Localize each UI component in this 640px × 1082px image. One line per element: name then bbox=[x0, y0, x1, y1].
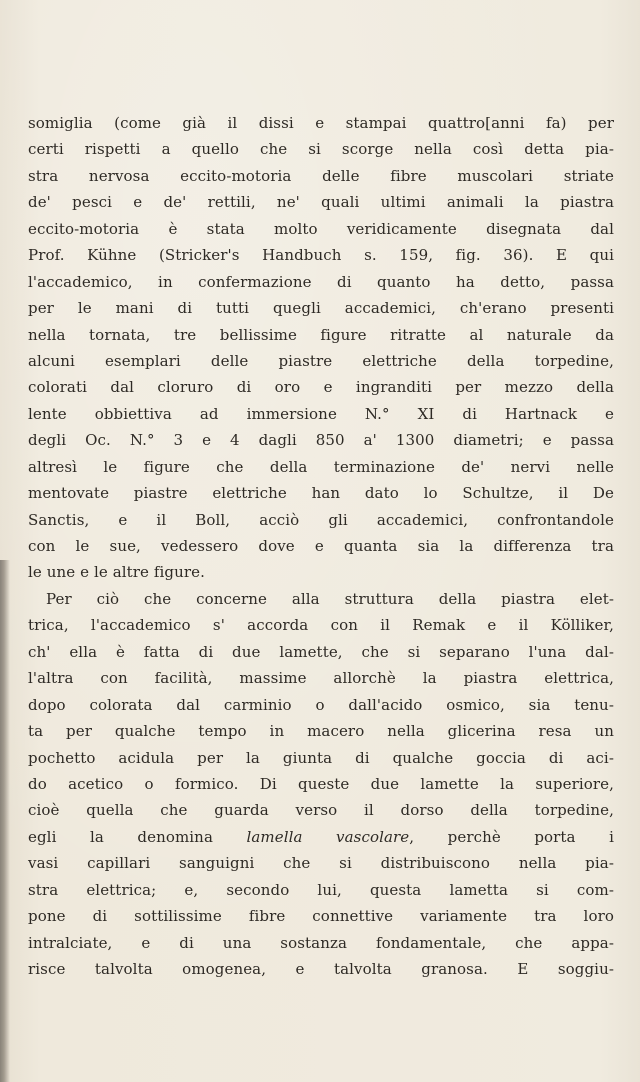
text-line: l'altra con facilità, massime allorchè la piastra elettrica, bbox=[28, 669, 614, 688]
text-line: stra nervosa eccito-motoria delle fibre muscolari striate bbox=[28, 166, 614, 185]
text-line: Per ciò che concerne alla struttura della piastra elet- bbox=[46, 589, 614, 608]
text-line: vasi capillari sanguigni che si distribuiscono nella pia- bbox=[28, 854, 614, 873]
text-line: ta per qualche tempo in macero nella glicerina resa un bbox=[28, 722, 614, 741]
text-line: certi rispetti a quello che si scorge nella così detta pia- bbox=[28, 140, 614, 159]
text-line: nella tornata, tre bellissime figure ritratte al naturale da bbox=[28, 325, 614, 344]
body-text bbox=[28, 110, 614, 982]
text-line: degli Oc. N.° 3 e 4 dagli 850 a' 1300 diametri; e passa bbox=[28, 431, 614, 450]
text-line: cioè quella che guarda verso il dorso della torpedine, bbox=[28, 801, 614, 820]
text-line: alcuni esemplari delle piastre elettriche della torpedine, bbox=[28, 351, 614, 370]
text-line: per le mani di tutti quegli accademici, ch'erano presenti bbox=[28, 299, 614, 318]
text-line: trica, l'accademico s' accorda con il Remak e il Kölliker, bbox=[28, 616, 614, 635]
text-line: dopo colorata dal carminio o dall'acido osmico, sia tenu- bbox=[28, 695, 614, 714]
text-line: pochetto acidula per la giunta di qualche goccia di aci- bbox=[28, 748, 614, 767]
text-line: de' pesci e de' rettili, ne' quali ultimi animali la piastra bbox=[28, 193, 614, 212]
text-line: mentovate piastre elettriche han dato lo Schultze, il De bbox=[28, 484, 614, 503]
text-line: somiglia (come già il dissi e stampai quattro[anni fa) per bbox=[28, 114, 614, 132]
text-line: risce talvolta omogenea, e talvolta granosa. E soggiu- bbox=[28, 960, 614, 978]
text-line: lente obbiettiva ad immersione N.° XI di Hartnack e bbox=[28, 404, 614, 423]
text-line: Prof. Kühne (Stricker's Handbuch s. 159, fig. 36). E qui bbox=[28, 246, 614, 265]
italic-term: lamella vascolare bbox=[246, 827, 410, 846]
text-line: intralciate, e di una sostanza fondamentale, che appa- bbox=[28, 933, 614, 952]
text-line: Sanctis, e il Boll, acciò gli accademici, confrontandole bbox=[28, 510, 614, 529]
text-line: do acetico o formico. Di queste due lamette la superiore, bbox=[28, 774, 614, 793]
text-line: altresì le figure che della terminazione de' nervi nelle bbox=[28, 457, 614, 476]
text-line: stra elettrica; e, secondo lui, questa lametta si com- bbox=[28, 880, 614, 899]
text-line: eccito-motoria è stata molto veridicamente disegnata dal bbox=[28, 219, 614, 238]
text-line: con le sue, vedessero dove e quanta sia la differenza tra bbox=[28, 537, 614, 555]
text-line: egli la denomina lamella vascolare, perchè porta i bbox=[28, 827, 614, 846]
text-line: pone di sottilissime fibre connettive variamente tra loro bbox=[28, 907, 614, 926]
text-line: colorati dal cloruro di oro e ingranditi per mezzo della bbox=[28, 378, 614, 397]
text-line: le une e le altre figure. bbox=[28, 563, 206, 582]
text-line: ch' ella è fatta di due lamette, che si separano l'una dal- bbox=[28, 642, 614, 661]
binding-shadow bbox=[0, 560, 10, 1082]
text-line: l'accademico, in confermazione di quanto ha detto, passa bbox=[28, 272, 614, 291]
